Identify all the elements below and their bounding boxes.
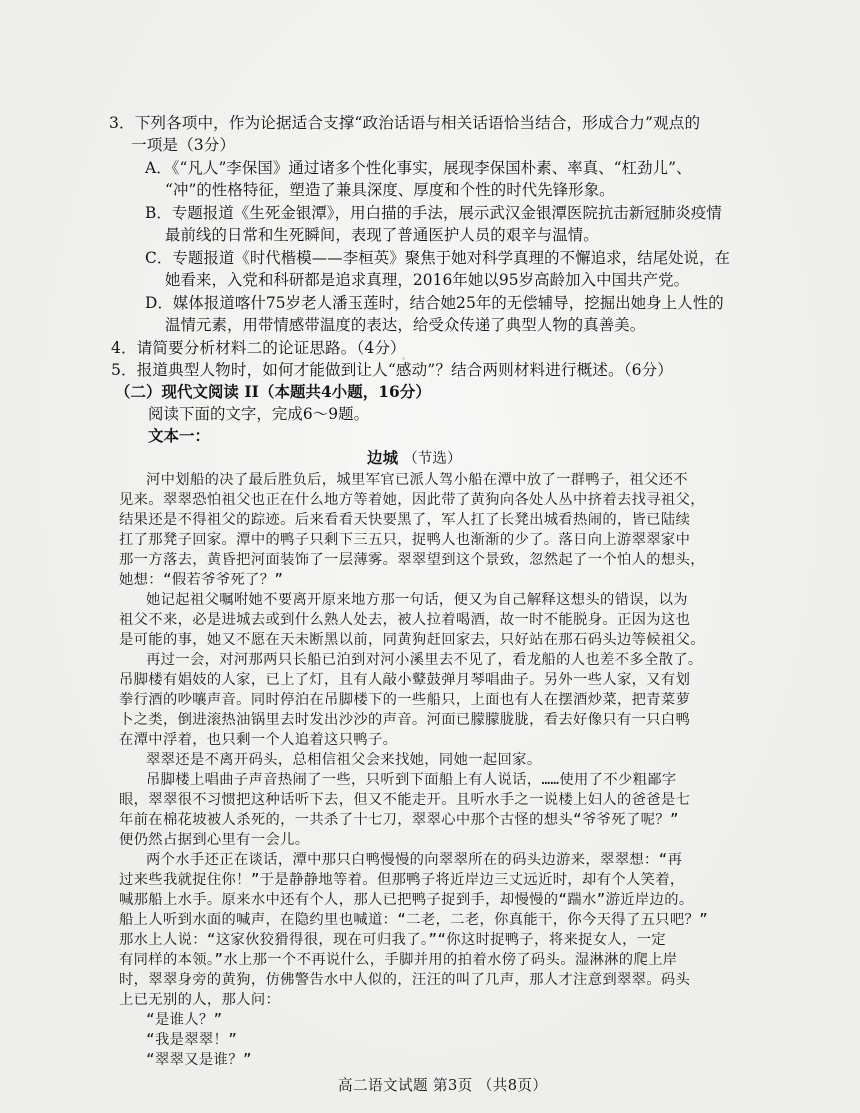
passage-line: 见来。翠翠恐怕祖父也正在什么地方等着她，因此带了黄狗向各处人丛中挤着去找寻祖父，	[119, 492, 705, 508]
passage-line: 拳行酒的吵嚷声音。同时停泊在吊脚楼下的一些船只，上面也有人在摆酒炒菜，把青菜萝	[119, 692, 691, 708]
passage-line: 在潭中浮着，也只剩一个人追着这只鸭子。	[119, 732, 398, 748]
passage-line: 吊脚楼有娼妓的人家，已上了灯，且有人敲小鼙鼓弹月琴唱曲子。另外一些人家，又有划	[119, 672, 691, 688]
dialogue-line: “翠翠又是谁？”	[146, 1052, 252, 1068]
option-c-line1: C．专题报道《时代楷模——李桓英》聚焦于她对科学真理的不懈追求，结尾处说，在	[145, 249, 731, 267]
dialogue-line: “是谁人？”	[146, 1012, 223, 1028]
option-b-line2: 最前线的日常和生死瞬间，表现了普通医护人员的艰辛与温情。	[165, 226, 599, 244]
passage-line: 那水上人说：“这家伙狡猾得很，现在可归我了。”“你这时捉鸭子，将来捉女人，一定	[119, 932, 667, 948]
page-footer: 高二语文试题 第3页 （共8页）	[338, 1077, 548, 1094]
passage-line: 扛了那凳子回家。潭中的鸭子只剩下三五只，捉鸭人也渐渐的少了。落日向上游翠翠家中	[119, 532, 691, 548]
passage-line: 年前在棉花坡被人杀死的，一共杀了十七刀，翠翠心中那个古怪的想头“爷爷死了呢？”	[119, 812, 679, 828]
option-a-line1: A．《“凡人”李保国》通过诸多个性化事实，展现李保国朴素、率真、“杠劲儿”、	[145, 159, 692, 177]
passage-line: 吊脚楼上唱曲子声音热闹了一些，只听到下面船上有人说话，……使用了不少粗鄙字	[146, 772, 677, 788]
option-c-line2: 她看来，入党和科研都是追求真理，2016年她以95岁高龄加入中国共产党。	[165, 271, 690, 289]
passage-line: 那一方落去，黄昏把河面装饰了一层薄雾。翠翠望到这个景致，忽然起了一个怕人的想头，	[119, 552, 705, 568]
passage-line: 她记起祖父嘱咐她不要离开原来地方那一句话，便又为自己解释这想头的错误，以为	[146, 592, 688, 608]
passage-title-row	[367, 451, 462, 467]
question-3-stem: 3．下列各项中，作为论据适合支撑“政治话语与相关话语恰当结合，形成合力”观点的	[109, 114, 701, 132]
question-4: 4．请简要分析材料二的论证思路。（4分）	[111, 339, 406, 357]
passage-line: 过来些我就捉住你！”于是静静地等着。但那鸭子将近岸边三丈远近时，却有个人笑着，	[119, 872, 685, 888]
passage-line: 两个水手还正在谈话，潭中那只白鸭慢慢的向翠翠所在的码头边游来，翠翠想：“再	[146, 852, 683, 868]
scan-speck	[402, 357, 405, 360]
passage-line: 是可能的事，她又不愿在天未断黑以前，同黄狗赶回家去，只好站在那石码头边等候祖父。	[119, 632, 705, 648]
passage-line: 祖父不来，必是进城去或到什么熟人处去，被人拉着喝酒，故一时不能脱身。正因为这也	[119, 612, 691, 628]
dialogue-line: “我是翠翠！”	[146, 1032, 238, 1048]
passage-line: 河中划船的决了最后胜负后，城里军官已派人驾小船在潭中放了一群鸭子，祖父还不	[146, 472, 688, 488]
passage-line: 船上人听到水面的喊声，在隐约里也喊道：“二老，二老，你真能干，你今天得了五只吧？”	[119, 912, 709, 928]
option-a-line2: “冲”的性格特征，塑造了兼具深度、厚度和个性的时代先锋形象。	[165, 181, 615, 199]
passage-title: 边城	[367, 449, 399, 467]
section-heading: （二）现代文阅读 II（本题共4小题，16分）	[115, 383, 431, 401]
passage-line: 时，翠翠身旁的黄狗，仿佛警告水中人似的，汪汪的叫了几声，那人才注意到翠翠。码头	[119, 972, 691, 988]
passage-line: 上已无别的人，那人问：	[119, 992, 281, 1008]
passage-line: 喊那船上水手。原来水中还有个人，那人已把鸭子捉到手，却慢慢的“踹水”游近岸边的。	[119, 892, 694, 908]
passage-line: 眼，翠翠很不习惯把这种话听下去，但又不能走开。且听水手之一说楼上妇人的爸爸是七	[119, 792, 691, 808]
text-one-label: 文本一：	[148, 427, 210, 445]
passage-line: 便仍然占据到心里有一会儿。	[119, 832, 310, 848]
question-5: 5．报道典型人物时，如何才能做到让人“感动”？结合两则材料进行概述。（6分）	[111, 361, 673, 379]
passage-line: 有同样的本领。”水上那一个不再说什么，手脚并用的拍着水傍了码头。湿淋淋的爬上岸	[119, 952, 678, 968]
passage-line: 她想：“假若爷爷死了？”	[119, 572, 284, 588]
option-d-line1: D．媒体报道喀什75岁老人潘玉莲时，结合她25年的无偿辅导，挖掘出她身上人性的	[145, 294, 724, 312]
option-b-line1: B．专题报道《生死金银潭》，用白描的手法，展示武汉金银潭医院抗击新冠肺炎疫情	[145, 204, 722, 222]
passage-subtitle: （节选）	[403, 451, 462, 467]
passage-line: 结果还是不得祖父的踪迹。后来看看天快要黑了，军人扛了长凳出城看热闹的，皆已陆续	[119, 512, 691, 528]
option-d-line2: 温情元素，用带情感带温度的表达，给受众传递了典型人物的真善美。	[165, 316, 646, 334]
passage-line: 卜之类，倒进滚热油锅里去时发出沙沙的声音。河面已朦朦胧胧，看去好像只有一只白鸭	[119, 712, 691, 728]
passage-line: 翠翠还是不离开码头，总相信祖父会来找她，同她一起回家。	[146, 752, 542, 768]
section-instruction: 阅读下面的文字，完成6～9题。	[148, 405, 370, 423]
question-3-stem-cont: 一项是（3分）	[131, 136, 236, 154]
passage-line: 再过一会，对河那两只长船已泊到对河小溪里去不见了，看龙船的人也差不多全散了。	[146, 652, 703, 668]
